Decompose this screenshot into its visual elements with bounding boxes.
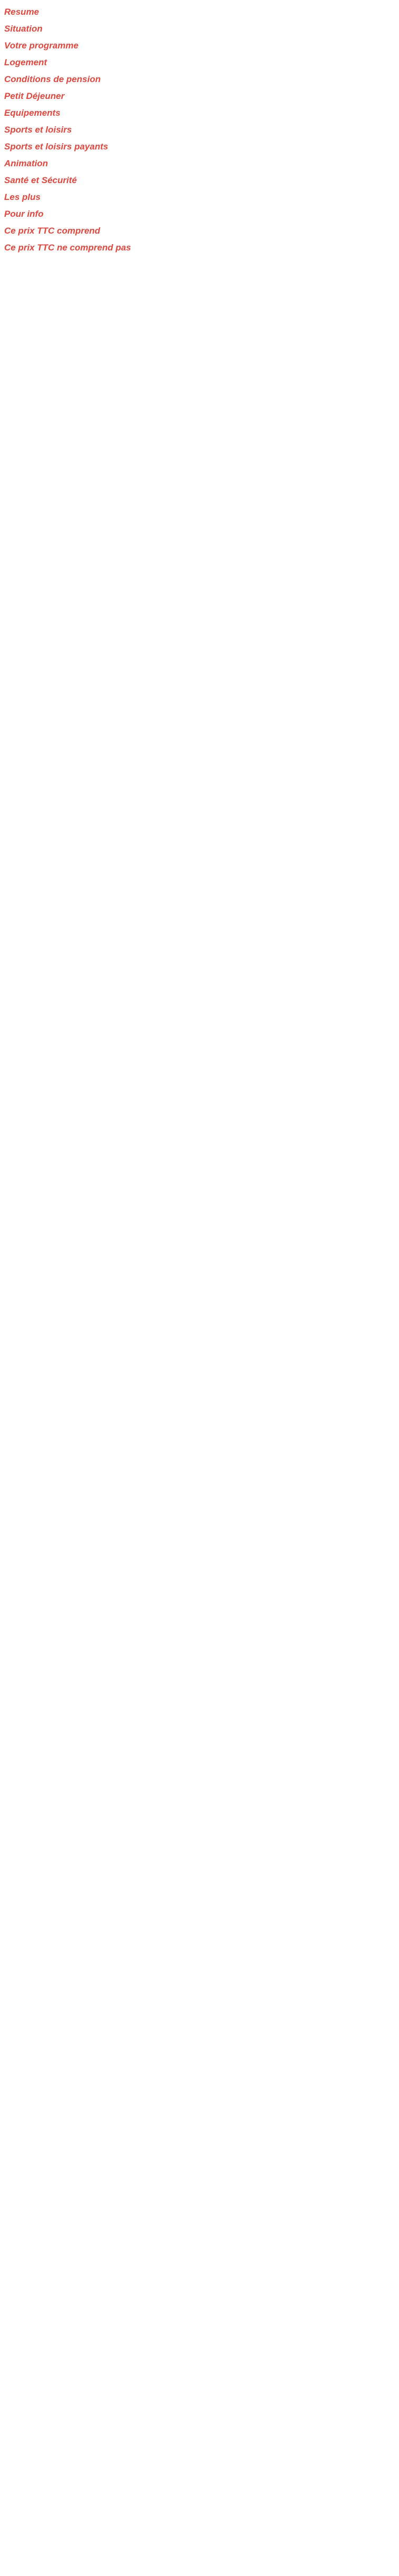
section-les-plus [4,192,395,203]
section-title: Situation [4,24,43,34]
section-title: Conditions de pension [4,74,101,84]
section-logement [4,57,395,68]
section-equipements [4,107,395,119]
section-animation [4,158,395,169]
section-sports-loisirs [4,124,395,136]
section-title: Logement [4,57,47,67]
section-title: Les plus [4,192,41,202]
section-title: Equipements [4,108,61,118]
section-title: Resume [4,7,39,17]
section-title: Animation [4,158,48,168]
section-conditions-pension [4,74,395,85]
section-title: Ce prix TTC comprend [4,226,101,236]
section-title: Santé et Sécurité [4,175,77,185]
section-title: Votre programme [4,41,79,51]
section-title: Ce prix TTC ne comprend pas [4,243,131,253]
section-sante-securite [4,175,395,186]
section-title: Sports et loisirs [4,125,72,135]
section-programme [4,40,395,52]
section-title: Sports et loisirs payants [4,142,108,152]
section-pour-info [4,208,395,220]
section-situation [4,23,395,35]
section-prix-ne-comprend-pas [4,242,395,254]
section-petit-dejeuner [4,90,395,102]
section-resume [4,6,395,18]
section-title: Petit Déjeuner [4,91,65,101]
section-title: Pour info [4,209,44,219]
section-prix-comprend [4,225,395,237]
section-sports-loisirs-payants [4,141,395,153]
trip-details-page [0,0,399,271]
